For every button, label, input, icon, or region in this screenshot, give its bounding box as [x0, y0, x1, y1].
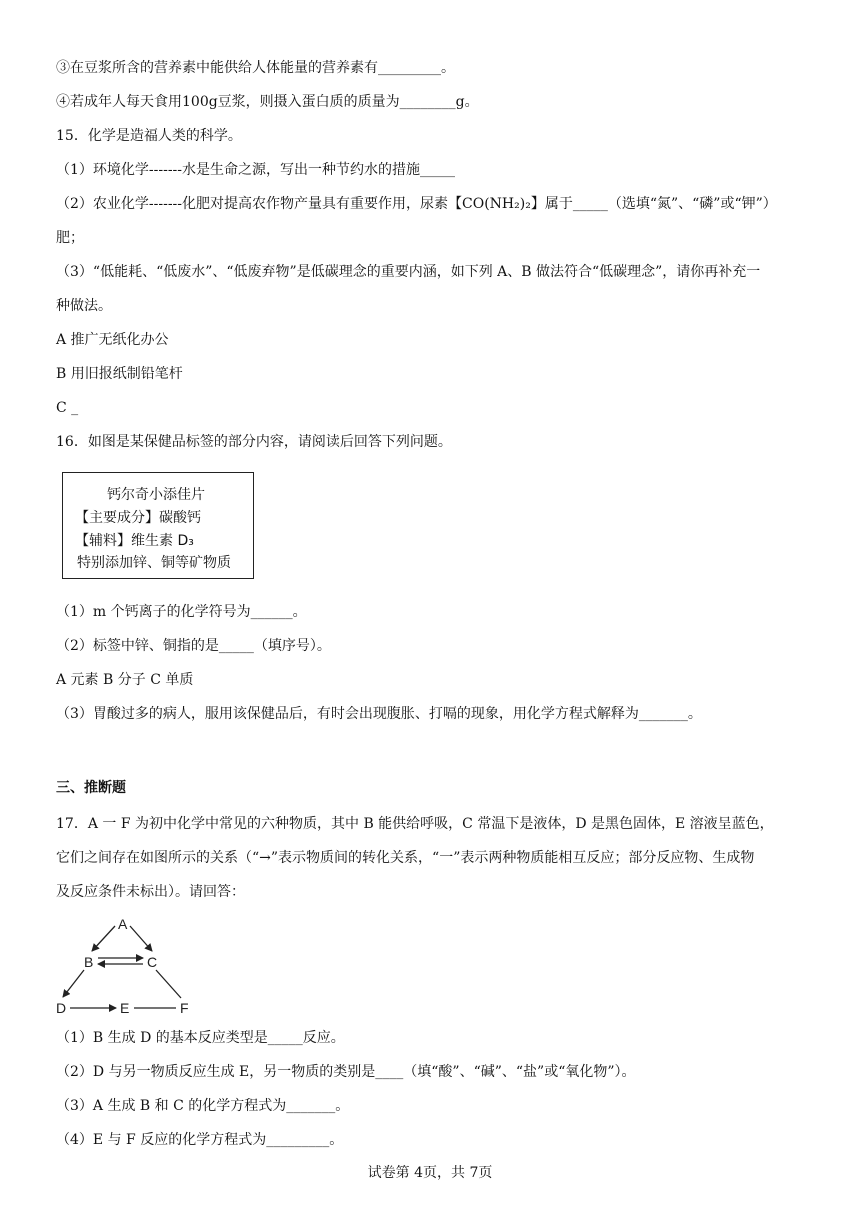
node-f: F [180, 1000, 189, 1016]
q15-option-b: B 用旧报纸制铅笔杆 [56, 366, 183, 382]
product-label [62, 472, 254, 579]
q15-option-a: A 推广无纸化办公 [56, 332, 169, 348]
arrow-a-to-c [130, 926, 152, 951]
q15-part-2: （2）农业化学-------化肥对提高农作物产量具有重要作用，尿素【CO(NH₂)₂】属于_____（选填“氮”、“磷”或“钾”） [56, 196, 777, 212]
q15-part-3: （3）“低能耗、“低废水”、“低废弃物”是低碳理念的重要内涵，如下列 A、B 做法符合“低碳理念”，请你再补充一 [56, 264, 761, 280]
q17-part-2: （2）D 与另一物质反应生成 E，另一物质的类别是____（填“酸”、“碱”、“盐”或“氧化物”）。 [56, 1064, 636, 1080]
q17-part-1: （1）B 生成 D 的基本反应类型是_____反应。 [56, 1030, 345, 1046]
auxiliary-ingredient: 【辅料】维生素 D₃ [75, 533, 194, 549]
node-a: A [118, 916, 128, 932]
q16-options: A 元素 B 分子 C 单质 [56, 672, 194, 688]
q15-part-2-cont: 肥； [56, 230, 84, 246]
q15-option-c: C _ [56, 400, 79, 416]
q16-stem: 16．如图是某保健品标签的部分内容，请阅读后回答下列问题。 [56, 434, 452, 450]
relationship-diagram [50, 912, 200, 1022]
main-ingredient: 【主要成分】碳酸钙 [75, 510, 201, 526]
node-c: C [147, 954, 158, 970]
node-d: D [56, 1000, 67, 1016]
q17-stem-3: 及反应条件未标出）。请回答： [56, 884, 245, 900]
q16-part-2: （2）标签中锌、铜指的是_____（填序号）。 [56, 638, 331, 654]
node-b: B [84, 954, 94, 970]
q15-part-1: （1）环境化学-------水是生命之源，写出一种节约水的措施_____ [56, 162, 456, 178]
link-c-f [156, 970, 181, 998]
arrow-b-to-d [63, 970, 84, 997]
q17-part-4: （4）E 与 F 反应的化学方程式为_________。 [56, 1132, 344, 1148]
arrow-a-to-b [92, 926, 115, 951]
q16-part-1: （1）m 个钙离子的化学符号为______。 [56, 604, 307, 620]
q17-stem-2: 它们之间存在如图所示的关系（“→”表示物质间的转化关系，“一”表示两种物质能相互反应；部分反应物、生成物 [56, 850, 755, 866]
node-e: E [120, 1000, 130, 1016]
q14-item-3: ③在豆浆所含的营养素中能供给人体能量的营养素有_________。 [56, 60, 455, 76]
section-heading: 三、推断题 [56, 780, 126, 796]
q15-stem: 15．化学是造福人类的科学。 [56, 128, 242, 144]
q17-part-3: （3）A 生成 B 和 C 的化学方程式为_______。 [56, 1098, 350, 1114]
product-name: 钙尔奇小添佳片 [107, 487, 205, 503]
q15-part-3-cont: 种做法。 [56, 298, 112, 314]
q16-part-3: （3）胃酸过多的病人，服用该保健品后，有时会出现腹胀、打嗝的现象，用化学方程式解释为_______。 [56, 706, 702, 722]
page-footer: 试卷第 4页，共 7页 [367, 1165, 493, 1181]
q17-stem-1: 17．A 一 F 为初中化学中常见的六种物质，其中 B 能供给呼吸，C 常温下是液体，D 是黑色固体，E 溶液呈蓝色， [56, 816, 774, 832]
extra-minerals: 特别添加锌、铜等矿物质 [77, 555, 231, 571]
q14-item-4: ④若成年人每天食用100g豆浆，则摄入蛋白质的质量为________g。 [56, 94, 479, 110]
